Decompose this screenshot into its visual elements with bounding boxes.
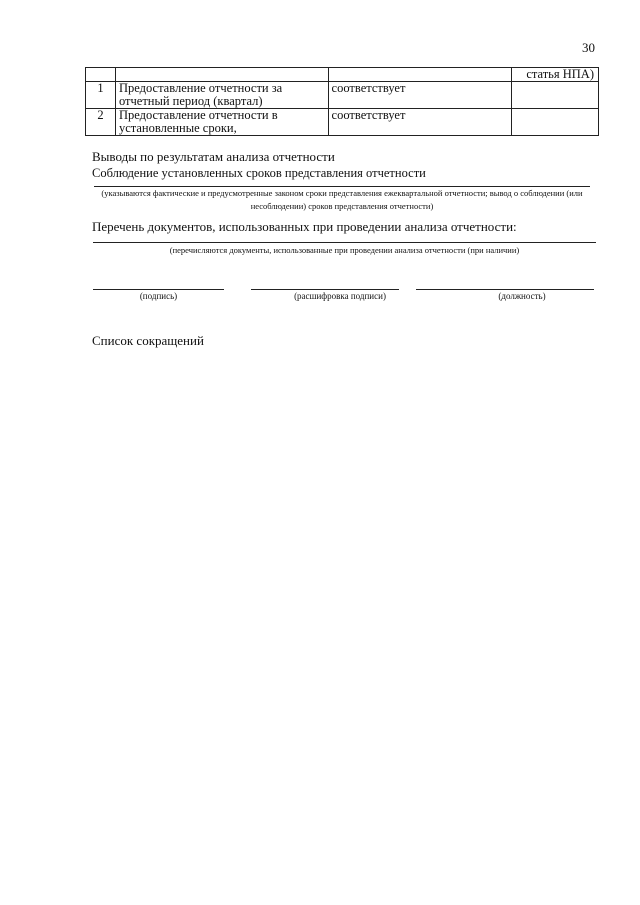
- table-row: [86, 109, 599, 136]
- table-row: [86, 82, 599, 109]
- position-line: [416, 289, 594, 290]
- header-cell: [86, 68, 116, 82]
- compliance-heading: Соблюдение установленных сроков представления отчетности: [92, 166, 426, 180]
- page-number: 30: [582, 40, 595, 55]
- conclusions-heading: Выводы по результатам анализа отчетности: [92, 149, 335, 164]
- table-header-row: [86, 68, 599, 82]
- compliance-caption-text: (указываются фактические и предусмотренные законом сроки представления ежеквартальной отчетности; вывод о соблюдении (или несоблюдении) сроков представления отчетности): [101, 188, 583, 211]
- row-status: соответствует: [328, 109, 512, 136]
- documents-caption: (перечисляются документы, использованные при проведении анализа отчетности (при наличии): [169, 245, 520, 255]
- row-number: 1: [86, 82, 116, 109]
- row-number: 2: [86, 109, 116, 136]
- compliance-caption: [94, 186, 590, 213]
- header-cell: [115, 68, 328, 82]
- signature-label: (подпись): [139, 291, 178, 301]
- documents-heading: Перечень документов, использованных при проведении анализа отчетности:: [92, 219, 517, 234]
- signature-decode-label: (расшифровка подписи): [294, 291, 386, 301]
- signature-line: [93, 289, 224, 290]
- signature-decode-line: [251, 289, 399, 290]
- row-note: [512, 109, 599, 136]
- row-name: Предоставление отчетности за отчетный период (квартал): [115, 82, 328, 109]
- row-note: [512, 82, 599, 109]
- report-table: [85, 67, 599, 136]
- row-status: соответствует: [328, 82, 512, 109]
- documents-fill-line: [93, 242, 596, 243]
- abbreviations-heading: Список сокращений: [92, 333, 204, 348]
- row-name: Предоставление отчетности в установленные сроки,: [115, 109, 328, 136]
- position-label: (должность): [498, 291, 546, 301]
- header-cell-npa: статья НПА): [512, 68, 599, 82]
- header-cell: [328, 68, 512, 82]
